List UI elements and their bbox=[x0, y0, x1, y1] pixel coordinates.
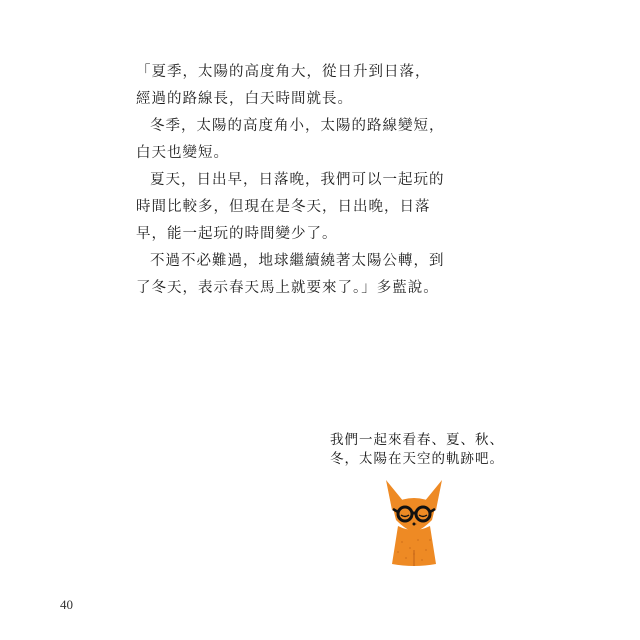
text-line: 「夏季，太陽的高度角大，從日升到日落， bbox=[136, 64, 431, 80]
text-line: 白天也變短。 bbox=[136, 145, 229, 161]
text-line: 不過不必難過，地球繼續繞著太陽公轉，到 bbox=[150, 253, 445, 269]
text-line: 時間比較多，但現在是冬天，日出晚，日落 bbox=[136, 199, 431, 215]
fox-nose bbox=[413, 523, 416, 526]
text-line: 冬季，太陽的高度角小，太陽的路線變短， bbox=[150, 118, 445, 134]
text-line: 夏天，日出早，日落晚，我們可以一起玩的 bbox=[150, 172, 445, 188]
speech-line-2: 冬，太陽在天空的軌跡吧。 bbox=[330, 451, 504, 467]
speech-line-1: 我們一起來看春、夏、秋、 bbox=[330, 432, 504, 448]
text-line: 早，能一起玩的時間變少了。 bbox=[136, 226, 338, 242]
page-number: 40 bbox=[60, 597, 73, 612]
text-line: 經過的路線長，白天時間就長。 bbox=[136, 91, 353, 107]
text-line: 了冬天，表示春天馬上就要來了。」多藍說。 bbox=[136, 280, 439, 296]
fox-illustration bbox=[382, 478, 446, 568]
